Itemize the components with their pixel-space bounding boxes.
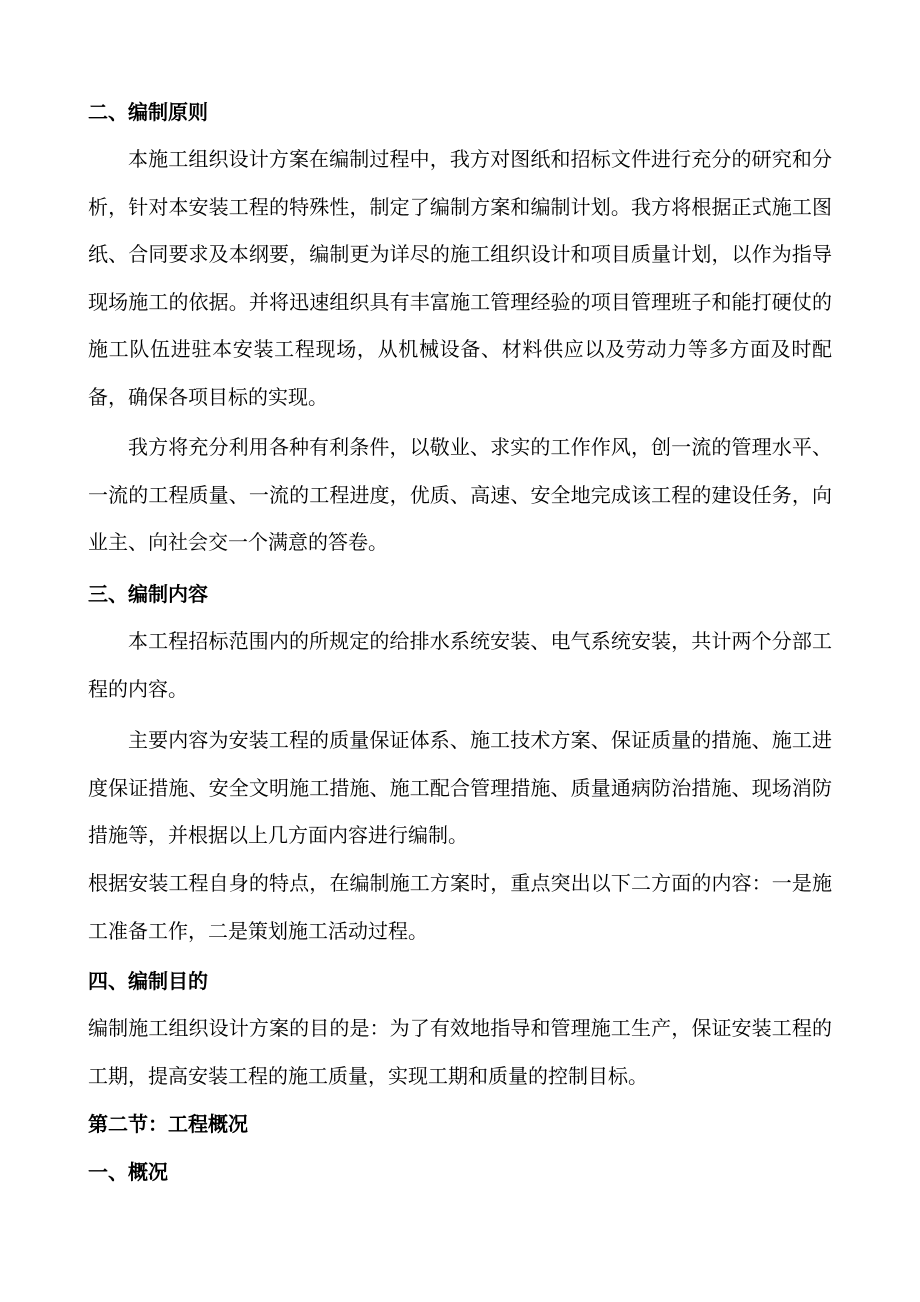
- paragraph-content-1: 本工程招标范围内的所规定的给排水系统安装、电气系统安装，共计两个分部工程的内容。: [88, 629, 832, 701]
- paragraph-purpose: 编制施工组织设计方案的目的是：为了有效地指导和管理施工生产，保证安装工程的工期，提高安装工程的施工质量，实现工期和质量的控制目标。: [88, 1016, 832, 1088]
- paragraph-content-3: 根据安装工程自身的特点，在编制施工方案时，重点突出以下二方面的内容：一是施工准备工作，二是策划施工活动过程。: [88, 871, 832, 943]
- heading-compilation-content: 三、编制内容: [88, 582, 208, 606]
- heading-overview: 一、概况: [88, 1160, 168, 1184]
- paragraph-content-2: 主要内容为安装工程的质量保证体系、施工技术方案、保证质量的措施、施工进度保证措施、安全文明施工措施、施工配合管理措施、质量通病防治措施、现场消防措施等，并根据以上几方面内容进行编制。: [88, 728, 832, 847]
- heading-compilation-purpose: 四、编制目的: [88, 969, 208, 993]
- paragraph-principles-1: 本施工组织设计方案在编制过程中，我方对图纸和招标文件进行充分的研究和分析，针对本安装工程的特殊性，制定了编制方案和编制计划。我方将根据正式施工图纸、合同要求及本纲要，编制更为详尽的施工组织设计和项目质量计划，以作为指导现场施工的依据。并将迅速组织具有丰富施工管理经验的项目管理班子和能打硬仗的施工队伍进驻本安装工程现场，从机械设备、材料供应以及劳动力等多方面及时配备，确保各项目标的实现。: [88, 147, 832, 409]
- heading-section-two: 第二节：工程概况: [88, 1112, 248, 1136]
- heading-compilation-principles: 二、编制原则: [88, 100, 208, 124]
- paragraph-principles-2: 我方将充分利用各种有利条件，以敬业、求实的工作作风，创一流的管理水平、一流的工程质量、一流的工程进度，优质、高速、安全地完成该工程的建设任务，向业主、向社会交一个满意的答卷。: [88, 435, 832, 554]
